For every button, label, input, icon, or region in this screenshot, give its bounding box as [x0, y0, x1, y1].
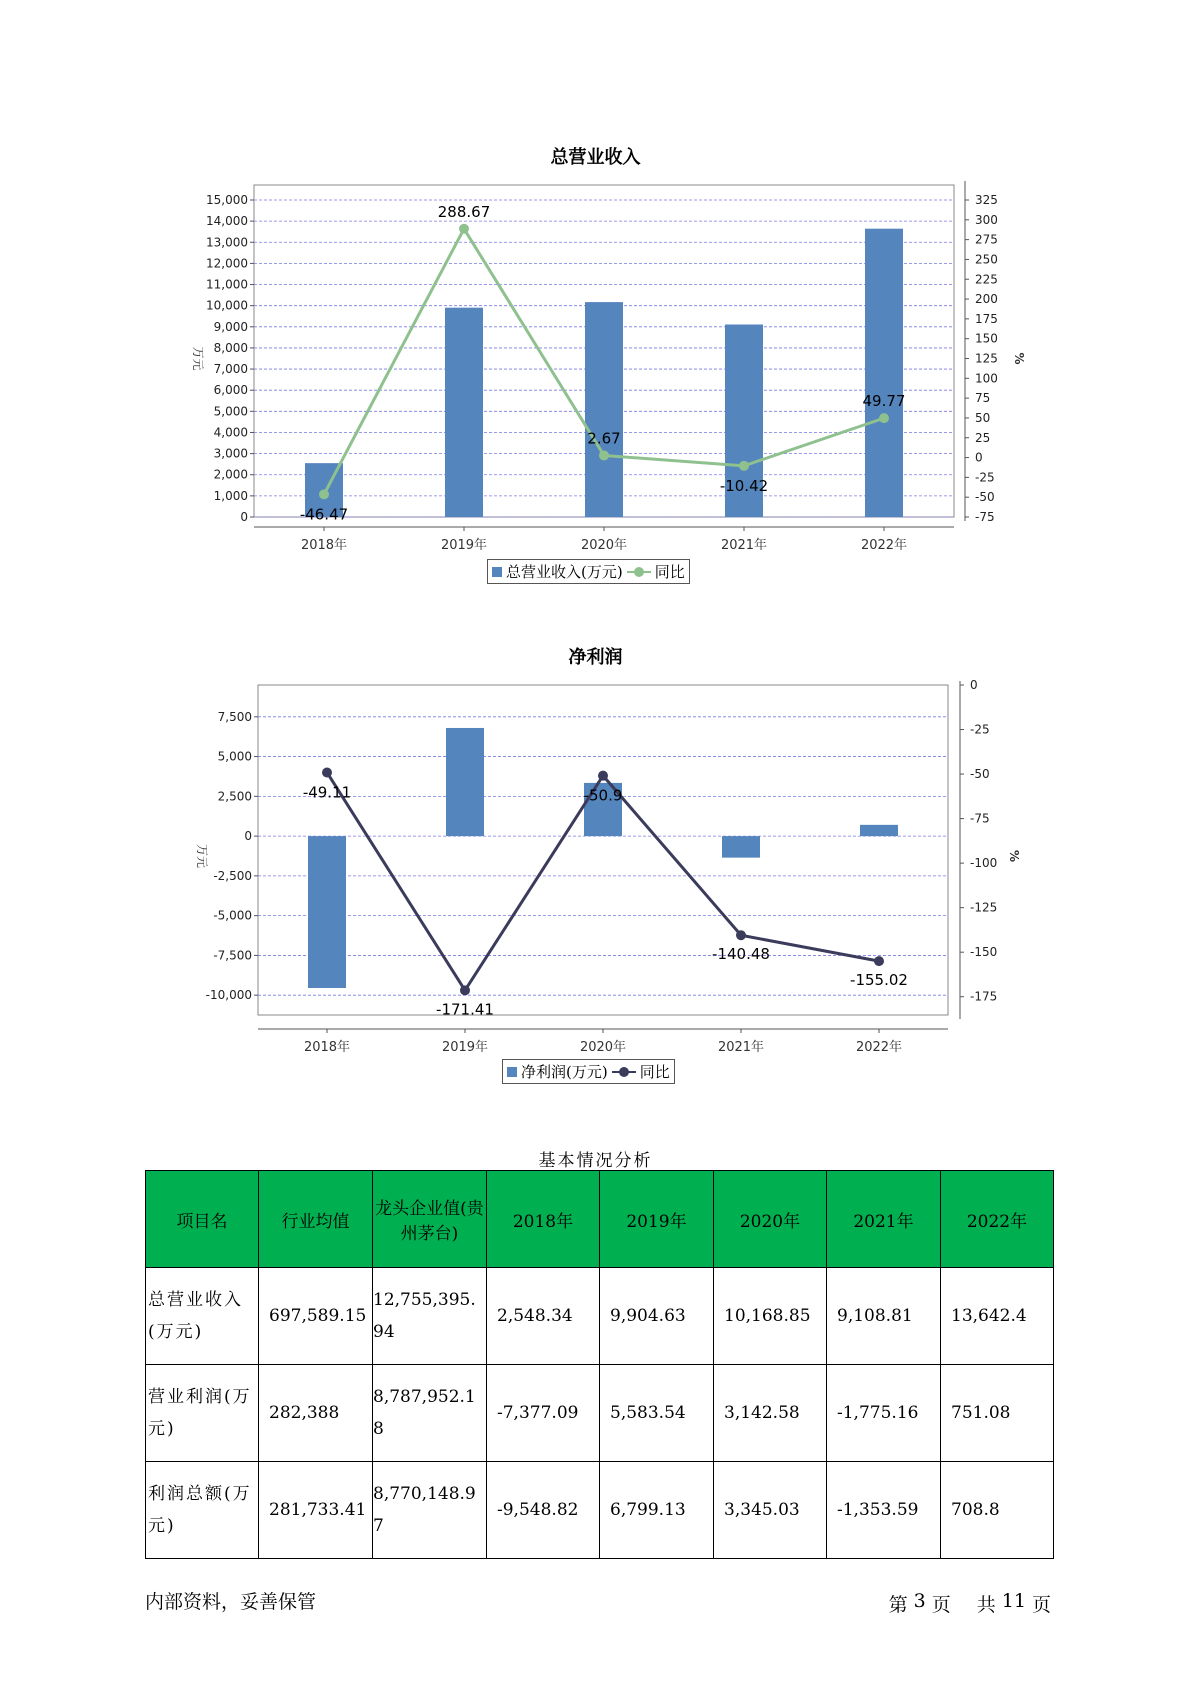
left-tick-label: -5,000: [213, 908, 252, 923]
left-tick-label: 1,000: [213, 488, 248, 503]
category-tick-label: 2022年: [860, 538, 908, 553]
right-tick-label: -25: [975, 470, 995, 485]
right-tick-label: -150: [970, 945, 998, 960]
left-tick-label: 10,000: [206, 298, 248, 313]
total-number: 11: [1001, 1590, 1026, 1612]
left-tick-label: 0: [244, 829, 252, 844]
line-legend-swatch: [612, 1067, 636, 1077]
line-point: [739, 461, 749, 471]
right-tick-label: 250: [975, 252, 998, 267]
right-tick-label: -75: [970, 811, 990, 826]
left-tick-label: 9,000: [213, 319, 248, 334]
left-tick-label: 13,000: [206, 235, 248, 250]
left-tick-label: 15,000: [206, 193, 248, 207]
table-cell: 8,770,148.97: [373, 1462, 487, 1559]
profit-chart-title: 净利润: [568, 647, 623, 668]
category-tick-label: 2020年: [580, 538, 628, 553]
bar: [585, 302, 623, 517]
table-row: [146, 1365, 1054, 1462]
right-tick-label: -175: [970, 989, 998, 1004]
left-tick-label: 7,000: [213, 362, 248, 377]
revenue-chart: [0, 175, 1191, 595]
row-label: 营业利润(万元): [146, 1365, 259, 1462]
right-tick-label: 125: [975, 351, 998, 366]
table-cell: 12,755,395.94: [373, 1268, 487, 1365]
basic-analysis-table: [145, 1170, 1054, 1559]
page-indicator: [889, 1590, 1051, 1617]
bar: [860, 825, 898, 836]
revenue-chart-title: 总营业收入: [550, 147, 641, 168]
left-tick-label: -2,500: [213, 868, 252, 883]
bar: [308, 836, 346, 988]
category-tick-label: 2018年: [303, 1040, 351, 1055]
legend-line-label: 同比: [639, 1063, 670, 1081]
table-cell: 2,548.34: [487, 1268, 600, 1365]
line-point: [599, 450, 609, 460]
right-tick-label: -50: [970, 767, 990, 782]
table-cell: 751.08: [941, 1365, 1054, 1462]
confidential-note: 内部资料，妥善保管: [145, 1591, 317, 1613]
header-cell: 2020年: [714, 1171, 827, 1268]
table-cell: 708.8: [941, 1462, 1054, 1559]
bar-legend-swatch: [507, 1067, 517, 1077]
header-cell: 2022年: [941, 1171, 1054, 1268]
table-row: [146, 1268, 1054, 1365]
table-header-row: [146, 1171, 1054, 1268]
left-tick-label: -7,500: [213, 948, 252, 963]
table-row: [146, 1462, 1054, 1559]
page-number: 3: [913, 1590, 926, 1612]
profit-chart: [0, 675, 1191, 1095]
right-tick-label: 300: [975, 212, 998, 227]
category-tick-label: 2021年: [717, 1040, 765, 1055]
data-label: 49.77: [862, 392, 906, 411]
profit-chart-legend: [502, 1059, 675, 1084]
left-tick-label: 2,000: [213, 467, 248, 482]
right-tick-label: 150: [975, 331, 998, 346]
bar: [722, 836, 760, 858]
right-tick-label: 175: [975, 311, 998, 326]
data-label: -171.41: [436, 1000, 494, 1019]
legend-line-label: 同比: [654, 563, 685, 581]
right-tick-label: 75: [975, 391, 991, 406]
left-tick-label: 5,000: [213, 404, 248, 419]
table-caption: 基本情况分析: [538, 1151, 653, 1171]
header-cell: 2019年: [600, 1171, 714, 1268]
table-cell: 282,388: [259, 1365, 373, 1462]
category-tick-label: 2019年: [440, 538, 488, 553]
right-tick-label: 0: [970, 678, 978, 692]
revenue-chart-legend: [487, 559, 690, 584]
left-tick-label: 7,500: [217, 709, 252, 724]
left-tick-label: 12,000: [206, 256, 248, 271]
line-legend-swatch: [627, 567, 651, 577]
right-tick-label: 50: [975, 410, 991, 425]
right-axis-label: %: [1012, 352, 1026, 365]
table-cell: -1,775.16: [827, 1365, 941, 1462]
data-label: -140.48: [712, 945, 770, 964]
right-tick-label: 0: [975, 450, 983, 465]
table-cell: 3,142.58: [714, 1365, 827, 1462]
left-tick-label: 4,000: [213, 425, 248, 440]
category-tick-label: 2021年: [720, 538, 768, 553]
table-cell: -9,548.82: [487, 1462, 600, 1559]
page-mid: 页: [931, 1594, 951, 1616]
data-label: -155.02: [850, 971, 908, 990]
bar: [865, 229, 903, 517]
category-tick-label: 2018年: [300, 538, 348, 553]
right-tick-label: 200: [975, 292, 998, 307]
table-cell: 5,583.54: [600, 1365, 714, 1462]
table-cell: 9,904.63: [600, 1268, 714, 1365]
line-point: [460, 985, 470, 995]
line-point: [459, 224, 469, 234]
table-cell: 8,787,952.18: [373, 1365, 487, 1462]
left-tick-label: 14,000: [206, 214, 248, 229]
legend-bar-label: 净利润(万元): [521, 1063, 608, 1081]
left-tick-label: 11,000: [206, 277, 248, 292]
bar-legend-swatch: [492, 567, 502, 577]
row-label: 总营业收入(万元): [146, 1268, 259, 1365]
category-tick-label: 2019年: [441, 1040, 489, 1055]
right-axis-label: %: [1007, 849, 1021, 863]
right-tick-label: 25: [975, 430, 991, 445]
total-suffix: 页: [1031, 1594, 1051, 1616]
header-cell: 龙头企业值(贵州茅台): [373, 1171, 487, 1268]
left-tick-label: 5,000: [217, 749, 252, 764]
line-point: [879, 413, 889, 423]
legend-bar-label: 总营业收入(万元): [506, 563, 623, 581]
left-axis-label: 万元: [191, 346, 205, 371]
left-tick-label: 3,000: [213, 446, 248, 461]
table-cell: 9,108.81: [827, 1268, 941, 1365]
line-point: [319, 489, 329, 499]
left-tick-label: -10,000: [205, 988, 252, 1003]
left-tick-label: 0: [240, 510, 248, 524]
table-cell: 10,168.85: [714, 1268, 827, 1365]
bar: [445, 308, 483, 517]
table-cell: 697,589.15: [259, 1268, 373, 1365]
row-label: 利润总额(万元): [146, 1462, 259, 1559]
left-tick-label: 8,000: [213, 340, 248, 355]
total-prefix: 共: [976, 1594, 996, 1616]
right-tick-label: 225: [975, 272, 998, 287]
header-cell: 2021年: [827, 1171, 941, 1268]
left-tick-label: 2,500: [217, 789, 252, 804]
right-tick-label: 325: [975, 193, 998, 207]
plot-frame: [258, 685, 948, 1015]
data-label: -50.9: [583, 786, 623, 805]
line-point: [598, 771, 608, 781]
table-cell: 6,799.13: [600, 1462, 714, 1559]
category-tick-label: 2020年: [579, 1040, 627, 1055]
right-tick-label: -50: [975, 490, 995, 505]
table-cell: 13,642.4: [941, 1268, 1054, 1365]
data-label: -49.11: [302, 783, 352, 802]
header-cell: 项目名: [146, 1171, 259, 1268]
right-tick-label: 275: [975, 232, 998, 247]
right-tick-label: 100: [975, 371, 998, 386]
table-cell: -7,377.09: [487, 1365, 600, 1462]
table-cell: -1,353.59: [827, 1462, 941, 1559]
table-cell: 3,345.03: [714, 1462, 827, 1559]
header-cell: 行业均值: [259, 1171, 373, 1268]
header-cell: 2018年: [487, 1171, 600, 1268]
table-cell: 281,733.41: [259, 1462, 373, 1559]
data-label: -46.47: [299, 505, 349, 524]
data-label: 2.67: [587, 429, 621, 448]
line-point: [874, 956, 884, 966]
data-label: 288.67: [437, 202, 491, 221]
left-tick-label: 6,000: [213, 383, 248, 398]
right-tick-label: -100: [970, 856, 998, 871]
right-tick-label: -125: [970, 900, 998, 915]
left-axis-label: 万元: [195, 843, 209, 869]
right-tick-label: -75: [975, 510, 995, 524]
right-tick-label: -25: [970, 722, 990, 737]
category-tick-label: 2022年: [855, 1040, 903, 1055]
page-prefix: 第: [888, 1594, 908, 1616]
bar: [446, 728, 484, 836]
data-label: -10.42: [719, 476, 769, 495]
line-point: [322, 767, 332, 777]
line-point: [736, 930, 746, 940]
